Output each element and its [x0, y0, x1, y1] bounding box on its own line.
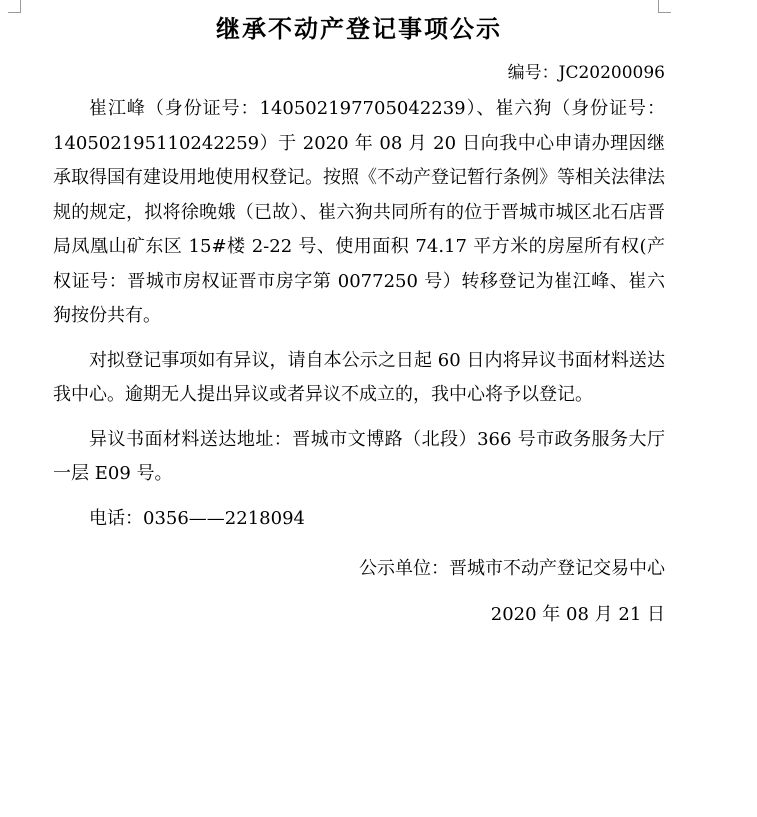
paragraph-objection: 对拟登记事项如有异议，请自本公示之日起 60 日内将异议书面材料送达我中心。逾期无人提出异议或者异议不成立的，我中心将予以登记。: [53, 349, 665, 405]
issue-date: 2020 年 08 月 21 日: [490, 604, 665, 625]
paragraph-address: 异议书面材料送达地址：晋城市文博路（北段）366 号市政务服务大厅一层 E09 号。: [53, 428, 665, 484]
page-corner-mark-left: [8, 0, 21, 13]
paragraph-phone: 电话：0356——2218094: [89, 507, 305, 529]
document-number: 编号：JC20200096: [507, 63, 665, 83]
document-title: 继承不动产登记事项公示: [216, 14, 502, 43]
issuer-unit: 公示单位：晋城市不动产登记交易中心: [359, 558, 665, 579]
paragraph-applicant: 崔江峰（身份证号：140502197705042239）、崔六狗（身份证号：140502195110242259）于 2020 年 08 月 20 日向我中心申请办理因继承取得国有建设用地使用权登记。按照《不动产登记暂行条例》等相关法律法规的规定，拟将徐晚娥（已故）、崔六狗共同所有的位于晋城市城区北石店晋局凤凰山矿东区 15#楼 2-22 号、使用面积 74.17 平方米的房屋所有权(产权证号：晋城市房权证晋市房字第 0077250 号）转移登记为崔江峰、崔六狗按份共有。: [53, 98, 665, 326]
document-page: [53, 10, 665, 632]
